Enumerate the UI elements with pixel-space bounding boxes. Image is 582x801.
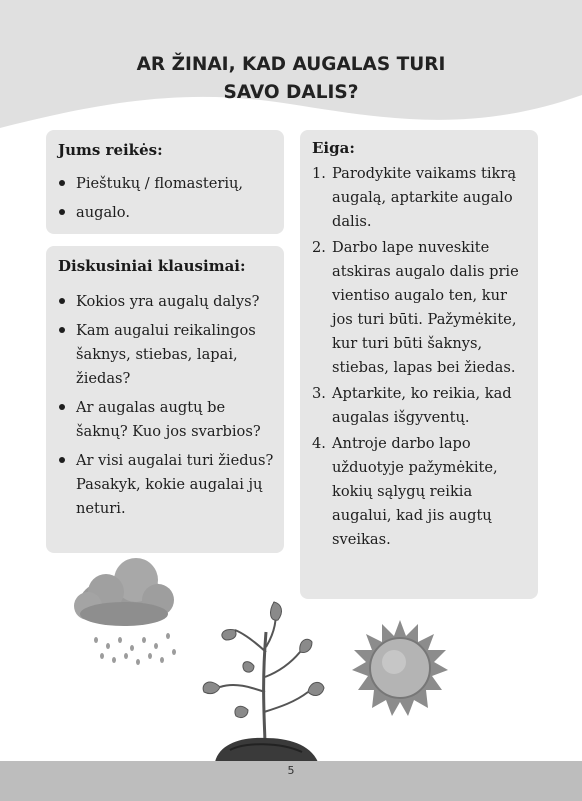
materials-box: [46, 130, 284, 234]
step-number: 4.: [312, 435, 326, 452]
step-text: Parodykite vaikams tikrą augalą, aptarkite augalo dalis.: [332, 165, 517, 230]
questions-list: [58, 290, 274, 521]
questions-box: [46, 246, 284, 553]
sun-icon: [350, 618, 450, 718]
materials-item: Pieštukų / flomasterių,: [58, 172, 274, 196]
question-item: Ar augalas augtų be šaknų? Kuo jos svarbios?: [58, 396, 274, 444]
materials-heading: Jums reikės:: [58, 141, 163, 159]
plant-seedling-icon: [190, 592, 340, 772]
questions-heading: Diskusiniai klausimai:: [58, 257, 246, 275]
procedure-step: [312, 236, 528, 380]
page-title-line-2: SAVO DALIS?: [223, 82, 359, 103]
page-title-line-1: AR ŽINAI, KAD AUGALAS TURI: [136, 54, 446, 75]
procedure-box: [300, 130, 538, 599]
step-text: Darbo lape nuveskite atskiras augalo dalis prie vientiso augalo ten, kur jos turi būti. Pažymėkite, kur turi būti šaknys, stiebas, lapas bei žiedas.: [332, 239, 519, 376]
procedure-heading: Eiga:: [312, 139, 355, 157]
question-item: Kam augalui reikalingos šaknys, stiebas, lapai, žiedas?: [58, 319, 274, 391]
step-number: 3.: [312, 385, 326, 402]
procedure-step: [312, 432, 528, 552]
page-title: [0, 51, 582, 107]
materials-list: [58, 172, 274, 225]
rain-cloud-icon: [66, 556, 186, 671]
procedure-list: [312, 162, 528, 552]
page-number: 5: [287, 764, 295, 777]
step-text: Aptarkite, ko reikia, kad augalas išgyventų.: [332, 385, 512, 426]
step-text: Antroje darbo lapo užduotyje pažymėkite, kokių sąlygų reikia augalui, kad jis augtų sveikas.: [332, 435, 498, 548]
question-item: Ar visi augalai turi žiedus? Pasakyk, kokie augalai jų neturi.: [58, 449, 274, 521]
materials-item: augalo.: [58, 201, 274, 225]
procedure-step: [312, 162, 528, 234]
question-item: Kokios yra augalų dalys?: [58, 290, 274, 314]
step-number: 2.: [312, 239, 326, 256]
procedure-step: [312, 382, 528, 430]
step-number: 1.: [312, 165, 326, 182]
